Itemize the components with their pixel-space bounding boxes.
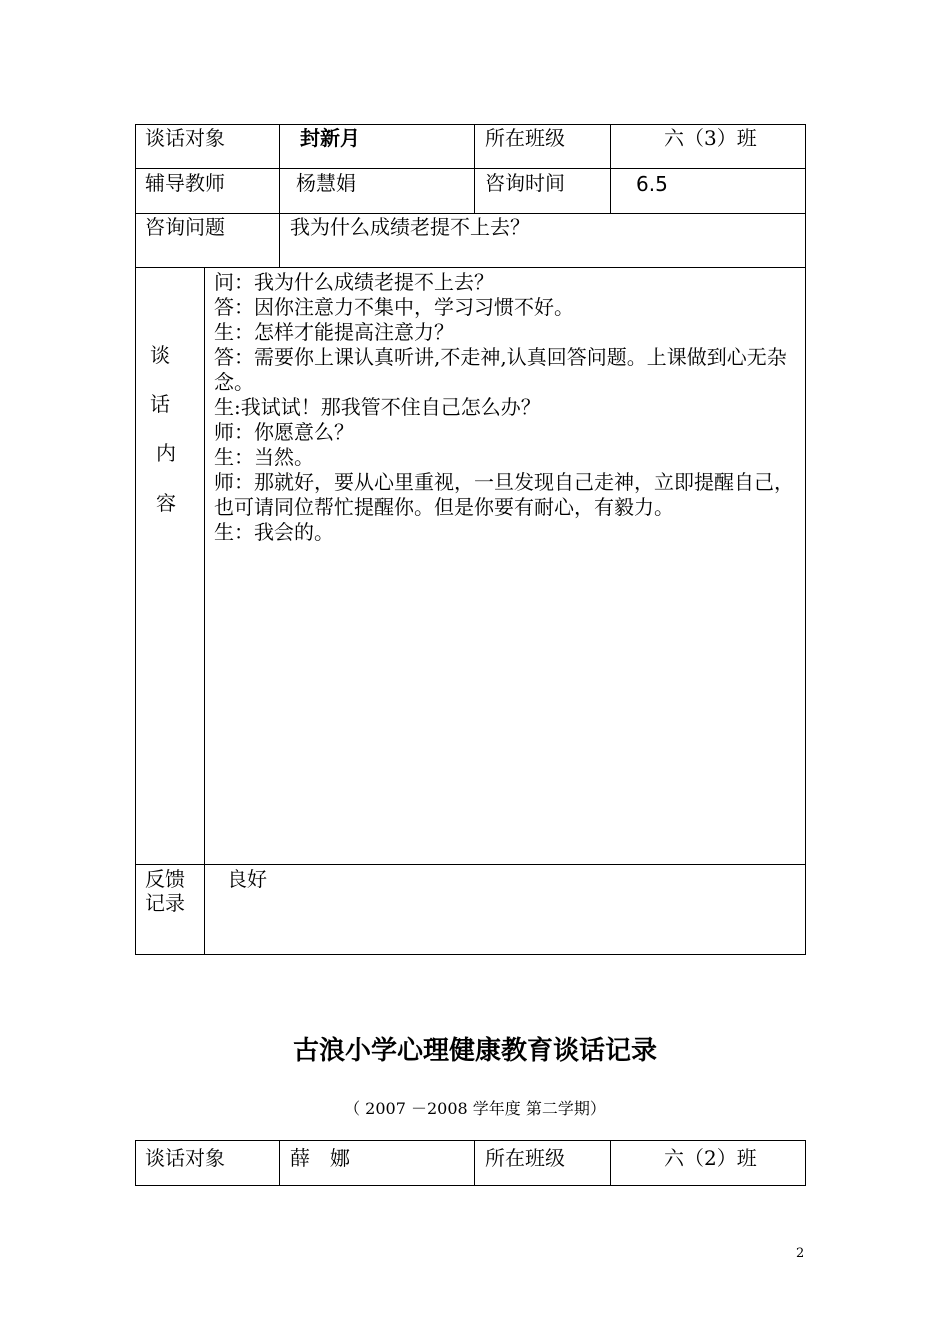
dialogue-line: 生：怎样才能提高注意力？	[214, 320, 454, 344]
table1-divider-d	[204, 267, 205, 955]
table2-border-right	[805, 1140, 806, 1186]
table1-divider-b	[474, 124, 475, 214]
dialogue-line: 答：需要你上课认真听讲,不走神,认真回答问题。上课做到心无杂念。	[214, 345, 787, 394]
page-subtitle: （ 2007 －2008 学年度 第二学期）	[344, 1099, 606, 1118]
dialogue-line: 生：当然。	[214, 445, 314, 469]
teacher-name: 杨慧娟	[296, 171, 356, 195]
label-teacher: 辅导教师	[145, 171, 225, 195]
class-name: 六（3）班	[664, 126, 757, 150]
table2-divider-b	[474, 1140, 475, 1186]
table1-divider-a	[279, 124, 280, 268]
question-text: 我为什么成绩老提不上去？	[290, 215, 530, 239]
content-label-char-1: 谈	[150, 343, 170, 367]
table1-border-row4	[135, 864, 806, 865]
feedback-label-line1: 反馈	[145, 867, 185, 891]
table1-border-top	[135, 124, 806, 125]
content-label-char-2: 话	[150, 392, 170, 416]
label-student-2: 谈话对象	[145, 1146, 225, 1170]
page-title: 古浪小学心理健康教育谈话记录	[292, 1036, 657, 1066]
dialogue-content	[214, 270, 804, 545]
table1-border-bottom	[135, 954, 806, 955]
table2-border-top	[135, 1140, 806, 1141]
dialogue-line: 答：因你注意力不集中，学习习惯不好。	[214, 295, 574, 319]
label-class: 所在班级	[485, 126, 565, 150]
dialogue-line: 师：你愿意么？	[214, 420, 354, 444]
table2-divider-c	[610, 1140, 611, 1186]
label-student: 谈话对象	[145, 126, 225, 150]
feedback-label-line2: 记录	[145, 891, 185, 915]
feedback-value: 良好	[227, 867, 267, 891]
table1-divider-c	[610, 124, 611, 214]
table1-border-row2	[135, 213, 806, 214]
content-label-char-3: 内	[156, 441, 176, 465]
label-time: 咨询时间	[485, 171, 565, 195]
table2-divider-a	[279, 1140, 280, 1186]
label-question: 咨询问题	[145, 215, 225, 239]
dialogue-line: 生:我试试！那我管不住自己怎么办？	[214, 395, 541, 419]
dialogue-line: 师：那就好，要从心里重视，一旦发现自己走神，立即提醒自己，也可请同位帮忙提醒你。但是你要有耐心，有毅力。	[214, 470, 794, 519]
class-name-2: 六（2）班	[664, 1146, 757, 1170]
student-name-2: 薛 娜	[290, 1146, 350, 1170]
table1-border-row1	[135, 168, 806, 169]
consult-time: 6.5	[636, 172, 668, 196]
content-label-char-4: 容	[156, 491, 176, 515]
label-class-2: 所在班级	[485, 1146, 565, 1170]
student-name: 封新月	[300, 126, 360, 150]
table2-border-bottom	[135, 1185, 806, 1186]
dialogue-line: 生：我会的。	[214, 520, 334, 544]
table2-border-left	[135, 1140, 136, 1186]
page-number: 2	[796, 1246, 805, 1261]
table1-border-row3	[135, 267, 806, 268]
table1-border-left	[135, 124, 136, 955]
dialogue-line: 问：我为什么成绩老提不上去？	[214, 270, 494, 294]
table1-border-right	[805, 124, 806, 955]
